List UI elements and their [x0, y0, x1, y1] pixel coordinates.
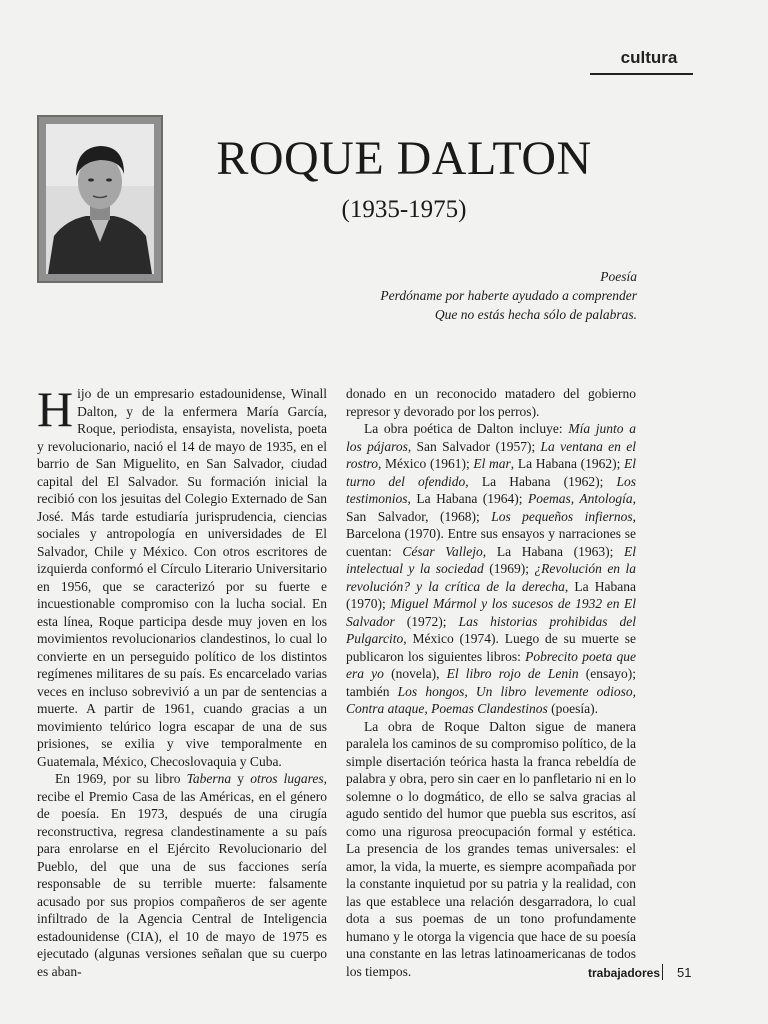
book-title: El turno del ofendido: [346, 456, 637, 489]
epigraph-line-2: Que no estás hecha sólo de palabras.: [434, 307, 637, 322]
text-run: , La Habana (1964);: [407, 491, 529, 506]
paragraph: La obra de Roque Dalton sigue de manera paralela los caminos de su compromiso político, de la simple disertación teórica hasta la franca rebeldía de palabra y obra, pero sin caer en lo panfletario ni en lo solemne o lo dogmático, de ello se salva gracias al agudo sentido del humor que puebla sus escritos, así como una rigurosa preocupación formal y estética. La presencia de los grandes temas universales: el amor, la vida, la muerte, es siempre acompañada por la constante inquietud por su patria y la realidad, con las que establece una relación desgarradora, lo cual dota a sus poemas de un tono profundamente humano y le otorga la vigencia que hace de su poesía una constante en las letras latinoamericanas de todos los tiempos.: [346, 718, 636, 979]
book-title: Poemas, Antología: [528, 491, 633, 506]
text-run: , La Habana (1970);: [346, 578, 637, 611]
book-title: Taberna: [186, 771, 232, 786]
epigraph: [277, 267, 637, 324]
book-title: Los hongos, Un libro levemente odioso, Contra ataque, Poemas Clandestinos: [346, 683, 636, 716]
text-run: (1972);: [394, 613, 459, 629]
body-column-1: [37, 381, 328, 980]
text-run: , San Salvador, (1968);: [346, 491, 636, 524]
epigraph-line-1: Perdóname por haberte ayudado a comprender: [380, 288, 637, 303]
text-run: y: [231, 771, 251, 786]
paragraph: donado en un reconocido matadero del gobierno represor y devorado por los perros).: [346, 386, 636, 419]
book-title: La ventana en el rostro: [346, 438, 636, 471]
book-title: Las historias prohibidas del Pulgarcito: [346, 613, 637, 646]
section-label: cultura: [620, 48, 678, 67]
text-run: , recibe el Premio Casa de las Américas, en el género de poesía. En 1973, después de una cirugía reconstructiva, regresa clandestinamente a su país para enrolarse en el Ejército Revolucionario del Pueblo, del que una de sus facciones sería responsable de su terrible muerte: falsamente acusado por sus propios compañeros de ser agente infiltrado de la Agencia Central de Inteligencia estadounidense (CIA), el 10 de mayo de 1975 es ejecutado (algunas versiones señalan que su cuerpo es aban-: [37, 771, 328, 979]
book-title: Miguel Mármol y los sucesos de 1932 en El Salvador: [346, 596, 636, 629]
book-title: Pobrecito poeta que era yo: [346, 648, 636, 681]
book-title: César Vallejo: [402, 543, 483, 559]
article-dates: (1935-1975): [341, 196, 467, 223]
body-column-2: [346, 385, 636, 980]
book-title: Los testimonios: [346, 473, 636, 506]
book-title: El mar: [473, 456, 511, 471]
text-run: , San Salvador (1957);: [407, 438, 541, 454]
text-run: (novela),: [383, 666, 447, 681]
text-run: , La Habana (1963);: [482, 543, 624, 559]
book-title: El libro rojo de Lenin: [446, 666, 579, 681]
author-photo-frame: [37, 115, 163, 283]
book-title: otros lugares: [250, 771, 324, 786]
paragraph: [37, 770, 327, 980]
footer-divider: [662, 964, 663, 980]
text-run: La obra poética de Dalton incluye:: [364, 421, 569, 436]
section-rule: [590, 73, 693, 75]
text-run: (1969);: [483, 561, 535, 576]
magazine-name: trabajadores: [588, 966, 661, 980]
text-run: , Barcelona (1970). Entre sus ensayos y narraciones se cuentan:: [346, 508, 636, 559]
book-title: El intelectual y la sociedad: [346, 543, 636, 576]
paragraph-text: ijo de un empresario estadounidense, Winall Dalton, y de la enfermera María García, Roque, periodista, ensayista, novelista, poeta y revolucionario, nació el 14 de mayo de 1935, en el barrio de San Miguelito, en San Salvador, ciudad capital del El Salvador. Su formación inicial la recibió con los jesuitas del Colegio Externado de San José. Más tarde estudiaría jurisprudencia, ciencias sociales y antropología en universidades de El Salvador, Chile y México. Con otros escritores de izquierda conformó el Círculo Literario Universitario en 1956, que se caracterizó por su fuerte e incuestionable compromiso con la lucha social. En esta línea, Roque participa desde muy joven en los movimientos revolucionarios clandestinos, lo cual lo convierte en un perseguido político de los distintos regímenes militares de su país. Es encarcelado varias veces en incluso sobrevivió a un par de sentencias a muerte. A partir de 1961, cuando gracias a un movimiento telúrico logra escapar de una de sus prisiones, se exilia y vive temporalmente en Guatemala, México, Checoslovaquia y Cuba.: [37, 386, 327, 769]
text-run: (poesía).: [547, 701, 598, 716]
portrait-image: [46, 124, 154, 274]
drop-cap: H: [37, 381, 74, 437]
text-run: (ensayo); también: [346, 666, 636, 699]
paragraph-works: [346, 420, 636, 718]
book-title: Los pequeños infiernos: [491, 508, 633, 524]
book-title: Mía junto a los pájaros: [346, 421, 636, 454]
text-run: , La Habana (1962);: [510, 456, 625, 471]
text-run: , México (1974). Luego de su muerte se publicaron los siguientes libros:: [346, 631, 636, 664]
book-title: ¿Revolución en la revolución? y la crítica de la derecha: [346, 561, 636, 594]
text-run: , La Habana (1962);: [465, 473, 617, 489]
article-title: ROQUE DALTON: [216, 132, 592, 185]
page-number: 51: [677, 965, 692, 980]
author-photo: [46, 124, 154, 274]
text-run: , México (1961);: [378, 456, 474, 471]
paragraph: [37, 381, 327, 770]
epigraph-label: Poesía: [600, 269, 637, 284]
text-run: En 1969, por su libro: [55, 771, 187, 786]
